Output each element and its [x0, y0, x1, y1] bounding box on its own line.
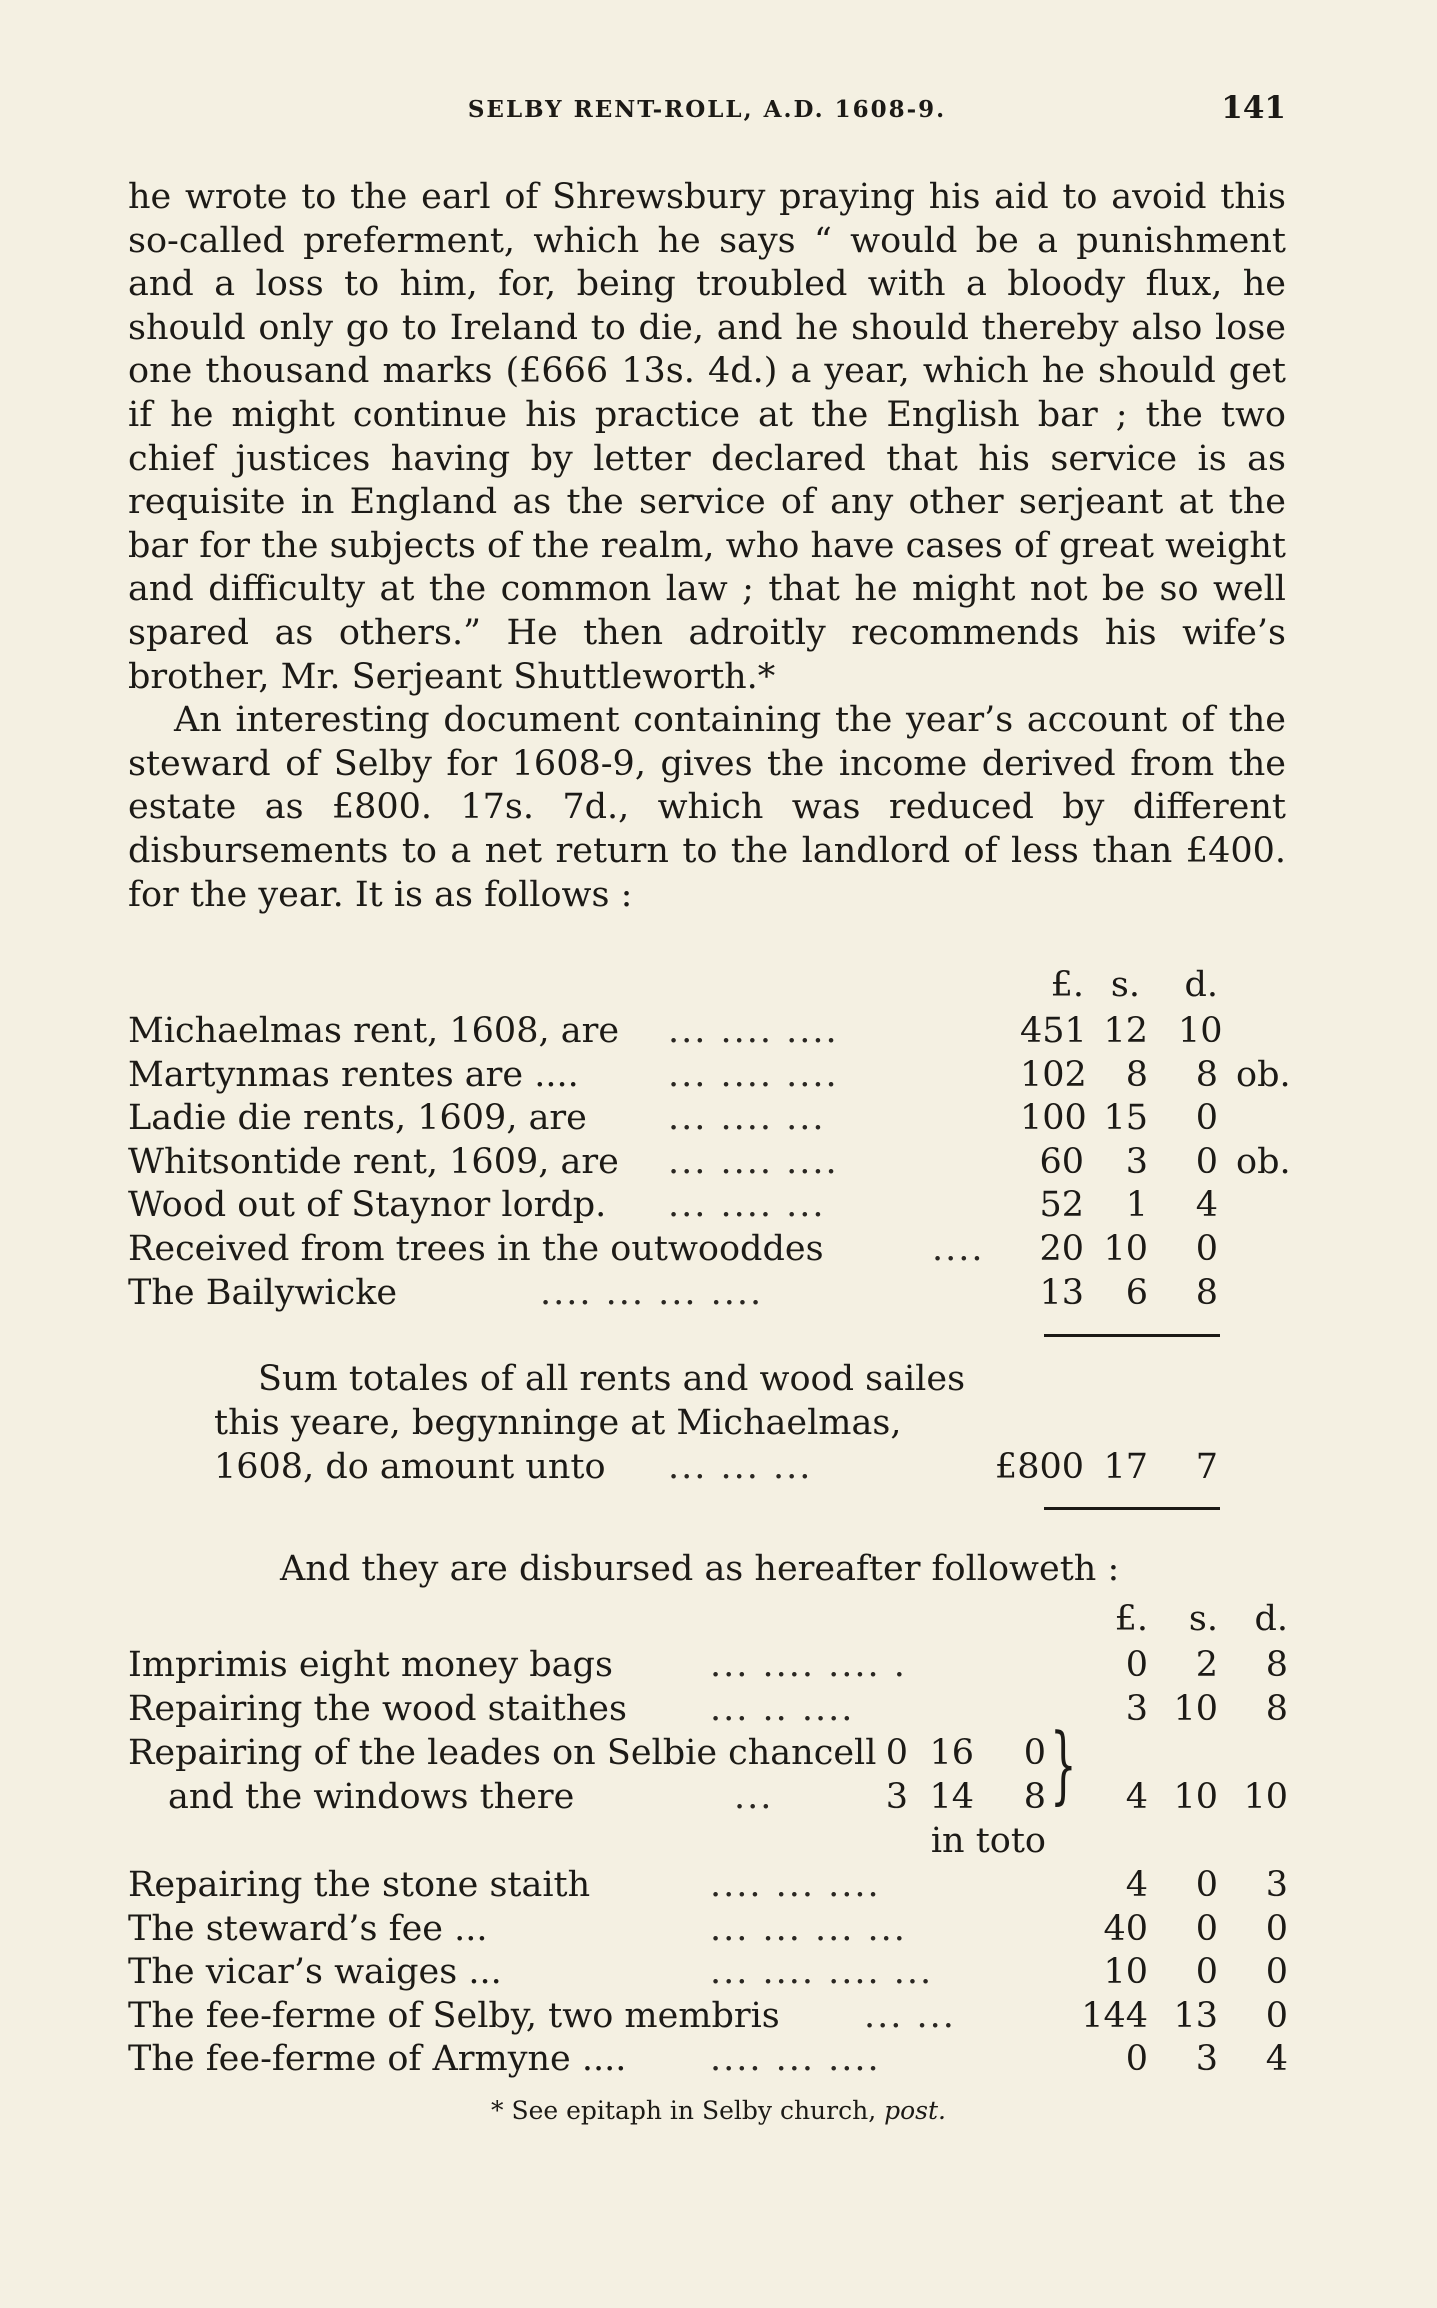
amount-pence: 4: [1195, 1185, 1218, 1226]
dot-leader: ... .... ....: [668, 1011, 839, 1051]
amount-shillings: 1: [1125, 1185, 1148, 1226]
disbursement-row: [0, 1687, 1437, 1731]
amount-pounds: 4: [1125, 1865, 1148, 1905]
dot-leader: .... ... ....: [710, 1865, 881, 1905]
income-row: [0, 1096, 1437, 1140]
leades-label-2: and the windows there: [168, 1777, 575, 1817]
pence-header: d.: [1254, 1599, 1288, 1639]
row-label: Michaelmas rent, 1608, are: [128, 1011, 620, 1051]
row-label: The vicar’s waiges ...: [128, 1952, 502, 1993]
amount-shillings: 0: [1195, 1908, 1218, 1949]
amount-pence: 0: [1195, 1141, 1218, 1182]
row-label: Repairing the wood staithes: [128, 1688, 627, 1729]
amount-shillings: 0: [1195, 1865, 1218, 1905]
amount-pounds: 52: [1039, 1185, 1084, 1226]
dot-leader: ... .... ....: [668, 1141, 839, 1182]
amount-pence: 0: [1195, 1229, 1218, 1269]
disbursement-row: [0, 1950, 1437, 1994]
amount-pounds: 0: [1125, 1645, 1148, 1685]
amount-pence: 3: [1265, 1865, 1288, 1905]
leades-v1-pounds: 0: [885, 1733, 908, 1773]
amount-shillings: 2: [1195, 1645, 1218, 1685]
amount-pounds: 144: [1081, 1995, 1148, 2036]
total-shillings: 17: [1103, 1447, 1148, 1487]
income-subtotal-rule: [1044, 1334, 1220, 1337]
amount-pence: 8: [1195, 1272, 1218, 1313]
amount-pounds: 0: [1125, 2039, 1148, 2080]
leades-label-1: Repairing of the leades on Selbie chancell: [128, 1733, 877, 1773]
footnote-text: * See epitaph in Selby church,: [491, 2096, 877, 2125]
row-label: Imprimis eight money bags: [128, 1645, 613, 1685]
disbursement-row: [0, 1994, 1437, 2038]
dot-leader: ... ... ...: [668, 1447, 813, 1487]
income-row: [0, 1227, 1437, 1271]
amount-pence: 8: [1195, 1054, 1218, 1095]
paragraph-2: An interesting document containing the year’s account of the steward of Selby for 1608-9, gives the income derived from the estate as £800. 17s. 7d., which was reduced by different disbursements to a net return to the landlord of less than £400. for the year. It is as follows :: [128, 700, 1286, 915]
running-header: [128, 88, 1286, 132]
amount-pence: 0: [1265, 1995, 1288, 2036]
amount-pounds: 10: [1103, 1952, 1148, 1993]
page-number: 141: [1221, 90, 1286, 126]
body-text: [128, 176, 1286, 917]
row-label: Ladie die rents, 1609, are: [128, 1098, 587, 1139]
amount-pounds: 102: [1020, 1054, 1087, 1095]
row-label: The fee-ferme of Armyne ....: [128, 2039, 627, 2080]
amount-shillings: 6: [1125, 1272, 1148, 1313]
income-row: [0, 1140, 1437, 1184]
dot-leader: ... .... ...: [668, 1185, 826, 1226]
amount-pence: 4: [1265, 2039, 1288, 2080]
amount-shillings: 10: [1103, 1229, 1148, 1269]
amount-pounds: 20: [1039, 1229, 1084, 1269]
income-row: [0, 1053, 1437, 1097]
amount-shillings: 3: [1125, 1141, 1148, 1182]
leades-total-pounds: 4: [1125, 1777, 1148, 1817]
row-label: Martynmas rentes are ....: [128, 1054, 579, 1095]
dot-leader: ... .... ....: [668, 1054, 839, 1095]
leades-v1-shillings: 16: [929, 1733, 974, 1773]
running-title: SELBY RENT-ROLL, A.D. 1608-9.: [467, 96, 947, 123]
amount-pounds: 451: [1020, 1011, 1087, 1051]
dot-leader: ... .... ...: [668, 1098, 826, 1139]
shillings-header: s.: [1110, 965, 1140, 1005]
row-label: The fee-ferme of Selby, two membris: [128, 1995, 780, 2036]
total-pence: 7: [1195, 1447, 1218, 1487]
amount-pounds: 100: [1020, 1098, 1087, 1139]
dot-leader: ... .. ....: [710, 1688, 855, 1729]
amount-shillings: 0: [1195, 1952, 1218, 1993]
amount-note: ob.: [1236, 1054, 1291, 1095]
total-line-2: this yeare, begynninge at Michaelmas,: [214, 1403, 902, 1443]
leades-v1-pence: 0: [1023, 1733, 1046, 1773]
dot-leader: ... ... ... ...: [710, 1908, 907, 1949]
dot-leader: ... ...: [864, 1995, 956, 2036]
amount-shillings: 13: [1173, 1995, 1218, 2036]
row-label: Received from trees in the outwooddes: [128, 1229, 824, 1269]
row-label: Repairing the stone staith: [128, 1865, 591, 1905]
brace-icon: }: [1050, 1715, 1077, 1813]
dot-leader: ... .... .... .: [710, 1645, 907, 1685]
amount-pence: 8: [1265, 1645, 1288, 1685]
pence-header: d.: [1184, 965, 1218, 1005]
dot-leader: ...: [734, 1777, 774, 1817]
total-double-rule: [1044, 1507, 1220, 1510]
amount-shillings: 15: [1103, 1098, 1148, 1139]
leades-v2-shillings: 14: [929, 1777, 974, 1817]
dot-leader: .... ... ....: [710, 2039, 881, 2080]
income-row: [0, 1271, 1437, 1315]
amount-pence: 0: [1265, 1908, 1288, 1949]
amount-pence: 0: [1265, 1952, 1288, 1993]
disbursement-row: [0, 1863, 1437, 1907]
income-row: [0, 1009, 1437, 1053]
total-line-3: 1608, do amount unto: [214, 1447, 606, 1487]
leades-v2-pounds: 3: [885, 1777, 908, 1817]
footnote-emphasis: post.: [884, 2096, 946, 2125]
dot-leader: ....: [932, 1229, 985, 1269]
amount-pounds: 3: [1125, 1688, 1148, 1729]
leades-total-shillings: 10: [1173, 1777, 1218, 1817]
row-label: Whitsontide rent, 1609, are: [128, 1141, 619, 1182]
amount-note: ob.: [1236, 1141, 1291, 1182]
leades-total-pence: 10: [1243, 1777, 1288, 1817]
paragraph-1: he wrote to the earl of Shrewsbury praying his aid to avoid this so-called preferment, which he says “ would be a punishment and a loss to him, for, being troubled with a bloody flux, he should only go to Ireland to die, and he should thereby also lose one thousand marks (£666 13s. 4d.) a year, which he should get if he might continue his practice at the English bar ; the two chief justices having by letter declared that his service is as requisite in England as the service of any other serjeant at the bar for the subjects of the realm, who have cases of great weight and difficulty at the common law ; that he might not be so well spared as others.” He then adroitly recommends his wife’s brother, Mr. Serjeant Shuttleworth.*: [128, 177, 1286, 697]
pounds-header: £.: [1050, 965, 1084, 1005]
disbursed-intro: And they are disbursed as hereafter followeth :: [280, 1549, 1120, 1589]
row-label: The Bailywicke: [128, 1272, 398, 1313]
disbursement-row: [0, 1643, 1437, 1687]
disbursement-row: [0, 2037, 1437, 2081]
in-toto-label: in toto: [930, 1821, 1046, 1861]
amount-shillings: 3: [1195, 2039, 1218, 2080]
amount-pence: 10: [1178, 1011, 1223, 1051]
amount-pounds: 13: [1039, 1272, 1084, 1313]
amount-pounds: 60: [1039, 1141, 1084, 1182]
leades-v2-pence: 8: [1023, 1777, 1046, 1817]
total-line-1: Sum totales of all rents and wood sailes: [258, 1359, 966, 1399]
row-label: The steward’s fee ...: [128, 1908, 488, 1949]
amount-shillings: 10: [1173, 1688, 1218, 1729]
dot-leader: .... ... ... ....: [540, 1272, 764, 1313]
amount-shillings: 8: [1125, 1054, 1148, 1095]
pounds-header: £.: [1114, 1599, 1148, 1639]
total-pounds: £800: [994, 1447, 1084, 1487]
amount-pence: 8: [1265, 1688, 1288, 1729]
amount-pence: 0: [1195, 1098, 1218, 1139]
disbursement-row: [0, 1907, 1437, 1951]
shillings-header: s.: [1188, 1599, 1218, 1639]
income-row: [0, 1183, 1437, 1227]
row-label: Wood out of Staynor lordp.: [128, 1185, 607, 1226]
amount-pounds: 40: [1103, 1908, 1148, 1949]
amount-shillings: 12: [1103, 1011, 1148, 1051]
dot-leader: ... .... .... ...: [710, 1952, 934, 1993]
footnote: [0, 2096, 1437, 2125]
